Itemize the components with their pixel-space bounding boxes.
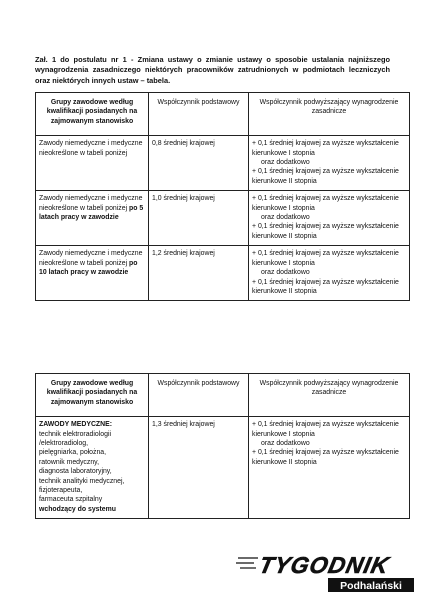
bonus-line-3: + 0,1 średniej krajowej za wyższe wykształcenie kierunkowe II stopnia	[252, 223, 399, 240]
document-heading: Zał. 1 do postulatu nr 1 - Zmiana ustawy o zmianie ustawy o sposobie ustalania najniższego wynagrodzenia zasadniczego niektórych pracowników zatrudnionych w podmiotach leczniczych oraz niektórych innych ustaw – tabela.	[35, 55, 390, 85]
coefficient-table-medical	[35, 373, 410, 519]
group-item: farmaceuta szpitalny	[39, 496, 103, 504]
group-text: Zawody niemedyczne i medyczne nieokreślone w tabeli poniżej	[39, 195, 143, 212]
group-item: pielęgniarka, położna,	[39, 449, 107, 457]
bonus-line-3: + 0,1 średniej krajowej za wyższe wykształcenie kierunkowe II stopnia	[252, 168, 399, 185]
bonus-line-1: + 0,1 średniej krajowej za wyższe wykształcenie kierunkowe I stopnia	[252, 250, 399, 267]
header-base-coefficient: Współczynnik podstawowy	[149, 374, 249, 417]
logo-speed-lines	[236, 558, 258, 568]
group-bold-text: po 10 latach pracy w zawodzie	[39, 259, 138, 277]
group-item: technik analityki medycznej,	[39, 477, 125, 485]
group-cell	[36, 136, 149, 191]
group-text: Zawody niemedyczne i medyczne nieokreślone w tabeli poniżej	[39, 250, 143, 267]
group-cell	[36, 417, 149, 519]
header-bonus-coefficient: Współczynnik podwyższający wynagrodzenie zasadnicze	[249, 93, 410, 136]
bonus-cell	[249, 191, 410, 246]
bonus-line-3: + 0,1 średniej krajowej za wyższe wykształcenie kierunkowe II stopnia	[252, 278, 399, 295]
bonus-cell	[249, 246, 410, 301]
group-title: ZAWODY MEDYCZNE:	[39, 421, 112, 429]
table-row	[36, 191, 410, 246]
coef-cell: 1,3 średniej krajowej	[149, 417, 249, 519]
coef-cell: 1,0 średniej krajowej	[149, 191, 249, 246]
coef-cell: 0,8 średniej krajowej	[149, 136, 249, 191]
coefficient-table-general	[35, 92, 410, 301]
group-cell	[36, 246, 149, 301]
logo-title: TYGODNIK	[256, 552, 392, 578]
group-text: Zawody niemedyczne i medyczne nieokreślone w tabeli poniżej	[39, 140, 143, 157]
coef-cell: 1,2 średniej krajowej	[149, 246, 249, 301]
bonus-line-2: oraz dodatkowo	[261, 214, 310, 222]
group-item: ratownik medyczny,	[39, 458, 99, 466]
group-bold-text: po 5 latach pracy w zawodzie	[39, 204, 144, 222]
bonus-cell	[249, 417, 410, 519]
header-base-coefficient: Współczynnik podstawowy	[149, 93, 249, 136]
tygodnik-podhalanski-logo	[236, 548, 416, 594]
group-item: diagnosta laboratoryjny,	[39, 468, 112, 476]
logo-subtitle: Podhalański	[340, 580, 402, 592]
header-groups: Grupy zawodowe według kwalifikacji posiadanych na zajmowanym stanowisko	[36, 374, 149, 417]
group-cell	[36, 191, 149, 246]
bonus-line-2: oraz dodatkowo	[261, 269, 310, 277]
group-item: fizjoterapeuta,	[39, 487, 83, 495]
group-item: technik elektroradiologii /elektroradiolog,	[39, 430, 112, 448]
table-header-row	[36, 93, 410, 136]
bonus-cell	[249, 136, 410, 191]
table-row	[36, 246, 410, 301]
table-row	[36, 136, 410, 191]
bonus-line-3: + 0,1 średniej krajowej za wyższe wykształcenie kierunkowe II stopnia	[252, 449, 399, 466]
bonus-line-2: oraz dodatkowo	[261, 440, 310, 448]
table-row	[36, 417, 410, 519]
header-bonus-coefficient: Współczynnik podwyższający wynagrodzenie zasadnicze	[249, 374, 410, 417]
group-tail: wchodzący do systemu	[39, 505, 116, 513]
bonus-line-2: oraz dodatkowo	[261, 159, 310, 167]
bonus-line-1: + 0,1 średniej krajowej za wyższe wykształcenie kierunkowe I stopnia	[252, 195, 399, 212]
table-header-row	[36, 374, 410, 417]
header-groups: Grupy zawodowe według kwalifikacji posiadanych na zajmowanym stanowisko	[36, 93, 149, 136]
bonus-line-1: + 0,1 średniej krajowej za wyższe wykształcenie kierunkowe I stopnia	[252, 140, 399, 157]
bonus-line-1: + 0,1 średniej krajowej za wyższe wykształcenie kierunkowe I stopnia	[252, 421, 399, 438]
